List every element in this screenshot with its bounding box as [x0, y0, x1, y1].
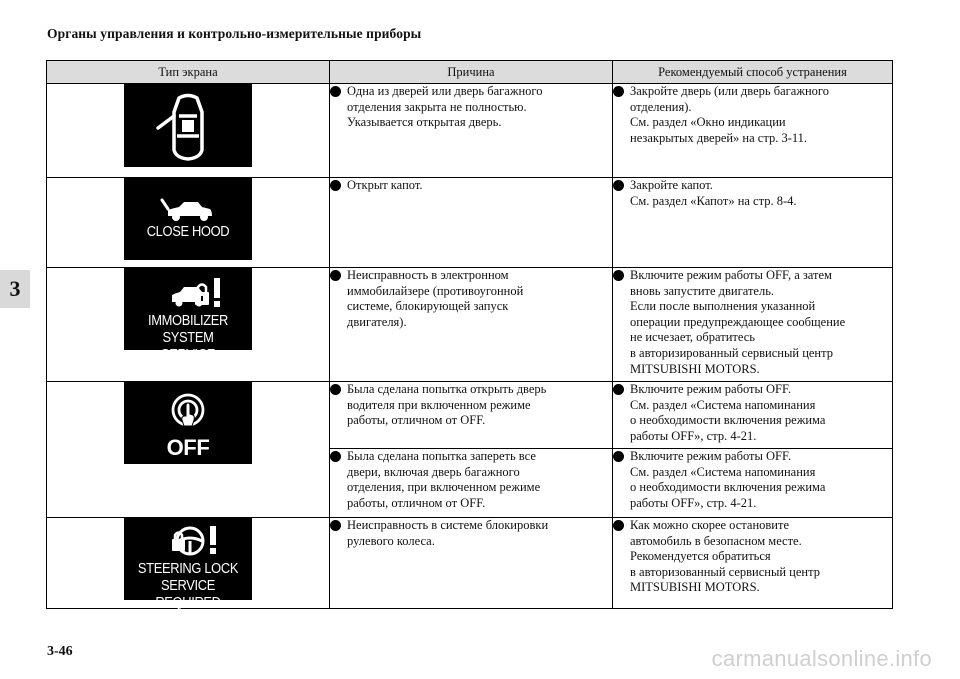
table-row — [47, 178, 893, 268]
remedy-item: Закройте капот. См. раздел «Капот» на стр. 8-4. — [613, 178, 892, 209]
display-screen-hood — [124, 178, 252, 260]
table-row — [47, 84, 893, 178]
remedy-cell — [613, 518, 893, 609]
remedy-item: Как можно скорее остановите автомобиль в безопасном месте. Рекомендуется обратиться в авторизованный сервисный центр MITSUBISHI MOTORS. — [613, 518, 892, 596]
bullet-icon — [613, 270, 624, 281]
cause-cell — [330, 449, 613, 518]
bullet-icon — [613, 520, 624, 531]
bullet-icon — [613, 384, 624, 395]
cause-item: Неисправность в системе блокировки рулевого колеса. — [330, 518, 612, 549]
column-header-screen-type: Тип экрана — [47, 61, 330, 84]
warning-table — [46, 60, 893, 609]
remedy-cell — [613, 382, 893, 449]
bullet-icon — [330, 451, 341, 462]
door-open-icon — [124, 84, 252, 167]
display-screen-steering — [124, 518, 252, 611]
cause-item: Одна из дверей или дверь багажного отделения закрыта не полностью. Указывается открытая дверь. — [330, 84, 612, 131]
remedy-item: Включите режим работы OFF, а затем вновь запустите двигатель. Если после выполнения указанной операции предупреждающее сообщение не исчезает, обратитесь в авторизированный сервисный центр MITSUBISHI MOTORS. — [613, 268, 892, 377]
cause-cell — [330, 268, 613, 382]
remedy-item: Включите режим работы OFF. См. раздел «Система напоминания о необходимости включения режима работы OFF», стр. 4-21. — [613, 382, 892, 444]
column-header-cause: Причина — [330, 61, 613, 84]
screen-message: IMMOBILIZER SYSTEM SERVICE REQUIRED — [147, 312, 229, 380]
remedy-cell — [613, 268, 893, 382]
table-row — [47, 268, 893, 382]
cause-item: Была сделана попытка запереть все двери, включая дверь багажного отделения, при включенном режиме работы, отличном от OFF. — [330, 449, 612, 511]
table-row — [47, 518, 893, 609]
display-screen-door — [124, 84, 252, 167]
watermark: carmanualsonline.info — [711, 646, 932, 671]
remedy-cell — [613, 84, 893, 178]
table-header-row — [47, 61, 893, 84]
screen-message: CLOSE HOOD — [146, 223, 230, 240]
bullet-icon — [330, 520, 341, 531]
bullet-icon — [330, 384, 341, 395]
screen-message: OFF — [166, 435, 210, 460]
bullet-icon — [613, 86, 624, 97]
screen-cell — [47, 178, 330, 268]
screen-cell — [47, 268, 330, 382]
immobilizer-warning-icon — [124, 274, 252, 312]
bullet-icon — [613, 451, 624, 462]
page-number: 3-46 — [47, 644, 73, 659]
display-screen-off — [124, 382, 252, 464]
cause-item: Была сделана попытка открыть дверь водителя при включенном режиме работы, отличном от OFF. — [330, 382, 612, 429]
page-header-title: Органы управления и контрольно-измерительные приборы — [47, 26, 422, 41]
cause-item: Открыт капот. — [330, 178, 612, 194]
cause-cell — [330, 178, 613, 268]
column-header-remedy: Рекомендуемый способ устранения — [613, 61, 893, 84]
cause-item: Неисправность в электронном иммобилайзере (противоугонной системе, блокирующей запуск двигателя). — [330, 268, 612, 330]
cause-cell — [330, 84, 613, 178]
cause-cell — [330, 518, 613, 609]
steering-lock-warning-icon — [124, 523, 252, 559]
remedy-item: Включите режим работы OFF. См. раздел «Система напоминания о необходимости включения режима работы OFF», стр. 4-21. — [613, 449, 892, 511]
chapter-tab: 3 — [0, 270, 30, 308]
bullet-icon — [613, 180, 624, 191]
remedy-cell — [613, 449, 893, 518]
cause-cell — [330, 382, 613, 449]
table-row — [47, 382, 893, 449]
remedy-item: Закройте дверь (или дверь багажного отделения). См. раздел «Окно индикации незакрытых дверей» на стр. 3-11. — [613, 84, 892, 146]
hood-open-icon — [124, 188, 252, 228]
screen-cell — [47, 518, 330, 609]
bullet-icon — [330, 180, 341, 191]
bullet-icon — [330, 270, 341, 281]
bullet-icon — [330, 86, 341, 97]
engine-switch-icon — [124, 390, 252, 440]
screen-cell — [47, 382, 330, 518]
remedy-cell — [613, 178, 893, 268]
screen-message: STEERING LOCK SERVICE REQUIRED — [137, 560, 239, 611]
display-screen-immobilizer — [124, 268, 252, 380]
screen-cell — [47, 84, 330, 178]
